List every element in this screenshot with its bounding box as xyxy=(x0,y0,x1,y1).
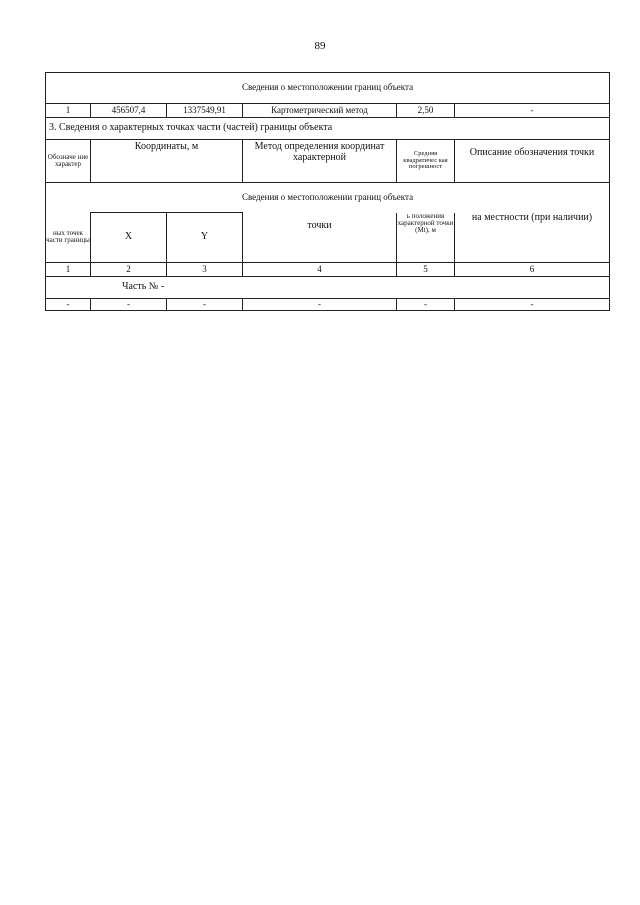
header-coordinates: Координаты, м xyxy=(91,140,243,183)
column-number-2: 2 xyxy=(91,263,167,277)
table-row xyxy=(46,263,610,277)
table-row xyxy=(46,299,610,311)
cell-x: 456507,4 xyxy=(91,104,167,118)
section3-merged-header: Сведения о местоположении границ объекта xyxy=(46,183,610,213)
boundary-table xyxy=(45,72,610,311)
cell-empty: - xyxy=(397,299,455,311)
column-number-4: 4 xyxy=(243,263,397,277)
header-description-bottom: на местности (при наличии) xyxy=(455,213,610,263)
section3-title: 3. Сведения о характерных точках части (частей) границы объекта xyxy=(46,118,610,140)
cell-empty: - xyxy=(91,299,167,311)
cell-y: 1337549,91 xyxy=(167,104,243,118)
header-point-designation-top: Обозначе ние характер xyxy=(46,140,91,183)
cell-method: Картометрический метод xyxy=(243,104,397,118)
cell-empty: - xyxy=(455,299,610,311)
section-top-header: Сведения о местоположении границ объекта xyxy=(46,73,610,104)
cell-point-number: 1 xyxy=(46,104,91,118)
part-label: Часть № - xyxy=(46,277,610,299)
page-number: 89 xyxy=(314,40,326,52)
cell-empty: - xyxy=(46,299,91,311)
cell-description: - xyxy=(455,104,610,118)
header-method-top: Метод определения координат характерной xyxy=(243,140,397,183)
column-number-6: 6 xyxy=(455,263,610,277)
column-number-5: 5 xyxy=(397,263,455,277)
header-method-bottom: точки xyxy=(243,213,397,263)
header-y: Y xyxy=(167,213,243,263)
cell-empty: - xyxy=(167,299,243,311)
header-point-designation-bottom: ных точек части границы xyxy=(46,213,91,263)
header-error-top: Средняя квадратичес кая погрешност xyxy=(397,140,455,183)
header-description-top: Описание обозначения точки xyxy=(455,140,610,183)
cell-empty: - xyxy=(243,299,397,311)
column-number-1: 1 xyxy=(46,263,91,277)
cell-error: 2,50 xyxy=(397,104,455,118)
header-x: X xyxy=(91,213,167,263)
column-number-3: 3 xyxy=(167,263,243,277)
header-error-bottom: ь положения характерной точки (Мt), м xyxy=(397,213,455,263)
table-row xyxy=(46,104,610,118)
document-table-frame xyxy=(45,72,609,311)
